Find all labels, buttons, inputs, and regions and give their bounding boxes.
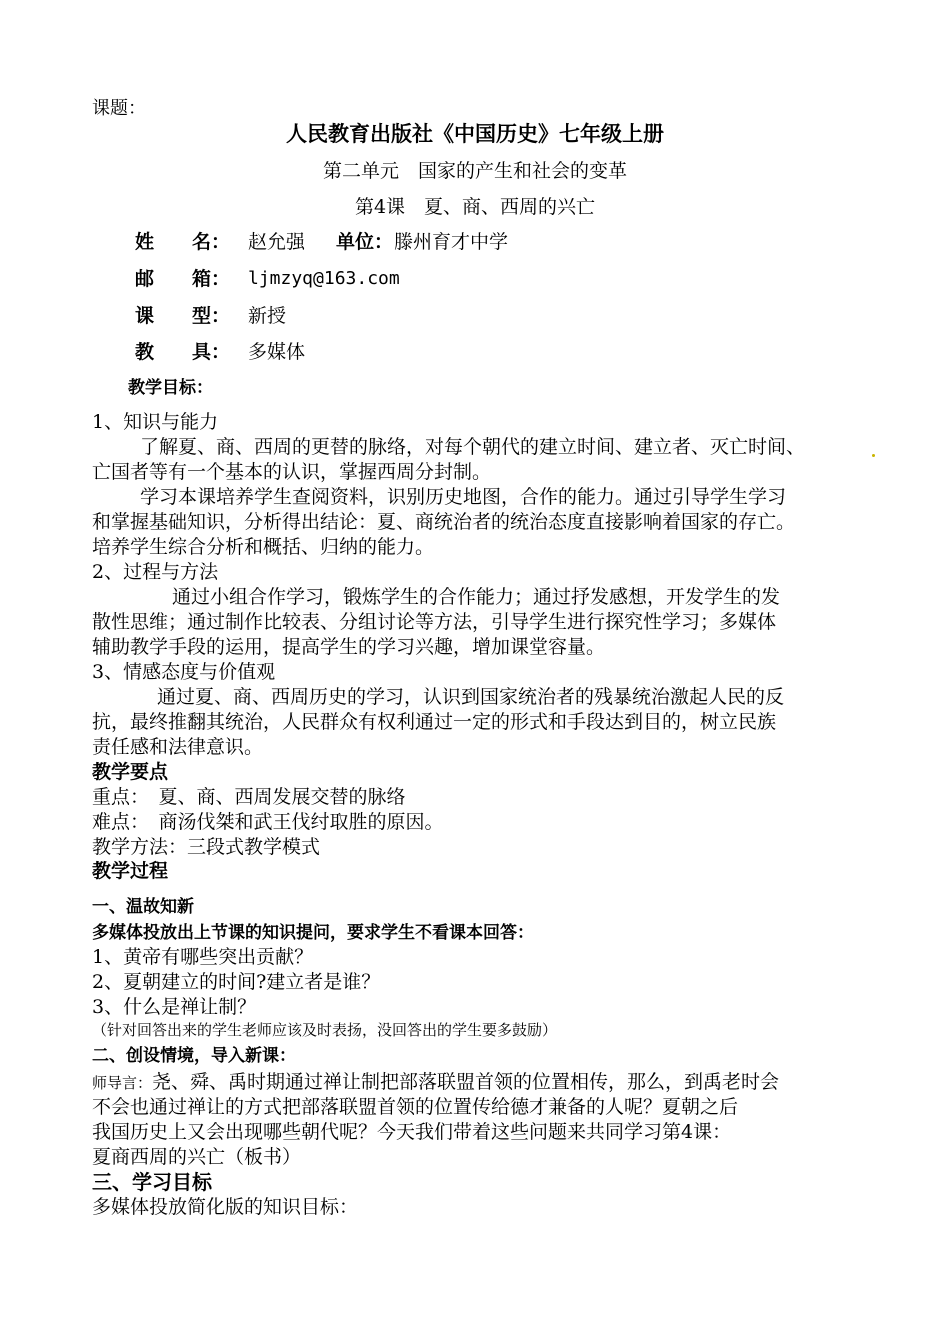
question-3: 3、什么是禅让制？ xyxy=(92,996,257,1018)
type-label: 课 型： xyxy=(135,305,231,327)
tool-value: 多媒体 xyxy=(248,341,306,363)
name-value: 赵允强 xyxy=(248,231,306,253)
section1-line: 亡国者等有一个基本的认识，掌握西周分封制。 xyxy=(92,461,492,483)
book-title: 人民教育出版社《中国历史》七年级上册 xyxy=(286,122,664,146)
question-2: 2、夏朝建立的时间?建立者是谁？ xyxy=(92,971,381,993)
section1-line: 培养学生综合分析和概括、归纳的能力。 xyxy=(92,536,435,558)
focus-point: 重点： 夏、商、西周发展交替的脉络 xyxy=(92,786,406,808)
part2-line1-text: 尧、舜、禹时期通过禅让制把部落联盟首领的位置相传，那么，到禹老时会 xyxy=(152,1071,780,1093)
objectives-heading: 教学目标： xyxy=(128,378,213,398)
lesson-title: 第4课 夏、商、西周的兴亡 xyxy=(354,196,596,218)
section2-line: 散性思维；通过制作比较表、分组讨论等方法，引导学生进行探究性学习；多媒体 xyxy=(92,611,777,633)
email-label: 邮 箱： xyxy=(135,268,231,290)
section1-title: 1、知识与能力 xyxy=(92,411,219,433)
part2-line1 xyxy=(92,1073,779,1092)
unit-value: 滕州育才中学 xyxy=(394,231,509,253)
part1-title: 一、温故知新 xyxy=(92,897,194,917)
difficulty-point: 难点： 商汤伐桀和武王伐纣取胜的原因。 xyxy=(92,811,444,833)
tool-label: 教 具： xyxy=(135,341,231,363)
part1-intro: 多媒体投放出上节课的知识提问，要求学生不看课本回答： xyxy=(92,923,534,943)
part2-title: 二、创设情境，导入新课： xyxy=(92,1046,296,1066)
topic-label: 课题： xyxy=(92,98,146,119)
section3-title: 3、情感态度与价值观 xyxy=(92,661,276,683)
key-points-heading: 教学要点 xyxy=(92,761,169,783)
unit-title: 第二单元 国家的产生和社会的变革 xyxy=(322,160,627,182)
teacher-intro-label: 师导言： xyxy=(92,1074,153,1092)
part3-title: 三、学习目标 xyxy=(92,1170,212,1194)
section3-line: 通过夏、商、西周历史的学习，认识到国家统治者的残暴统治激起人民的反 xyxy=(157,686,785,708)
part2-line2: 不会也通过禅让的方式把部落联盟首领的位置传给德才兼备的人呢？夏朝之后 xyxy=(92,1096,739,1118)
section2-line: 通过小组合作学习，锻炼学生的合作能力；通过抒发感想，开发学生的发 xyxy=(172,586,781,608)
section2-line: 辅助教学手段的运用，提高学生的学习兴趣，增加课堂容量。 xyxy=(92,636,606,658)
email-value: ljmzyq@163.com xyxy=(248,268,400,289)
unit-label: 单位： xyxy=(336,231,394,253)
part2-line3: 我国历史上又会出现哪些朝代呢？今天我们带着这些问题来共同学习第4课： xyxy=(92,1121,732,1143)
part3-intro: 多媒体投放简化版的知识目标： xyxy=(92,1196,359,1218)
section3-line: 抗，最终推翻其统治，人民群众有权利通过一定的形式和手段达到目的，树立民族 xyxy=(92,711,777,733)
name-label: 姓 名： xyxy=(135,231,231,253)
mark-dot xyxy=(872,454,875,457)
section1-line: 学习本课培养学生查阅资料，识别历史地图，合作的能力。通过引导学生学习 xyxy=(140,486,787,508)
part2-line4: 夏商西周的兴亡（板书） xyxy=(92,1146,302,1168)
question-1: 1、黄帝有哪些突出贡献？ xyxy=(92,946,314,968)
process-heading: 教学过程 xyxy=(92,860,169,882)
section1-line: 了解夏、商、西周的更替的脉络，对每个朝代的建立时间、建立者、灭亡时间、 xyxy=(140,436,806,458)
teacher-note: （针对回答出来的学生老师应该及时表扬，没回答出的学生要多鼓励） xyxy=(92,1021,558,1039)
section2-title: 2、过程与方法 xyxy=(92,561,219,583)
section3-line: 责任感和法律意识。 xyxy=(92,736,264,758)
type-value: 新授 xyxy=(248,305,287,327)
teaching-method: 教学方法：三段式教学模式 xyxy=(92,836,321,858)
section1-line: 和掌握基础知识，分析得出结论：夏、商统治者的统治态度直接影响着国家的存亡。 xyxy=(92,511,796,533)
